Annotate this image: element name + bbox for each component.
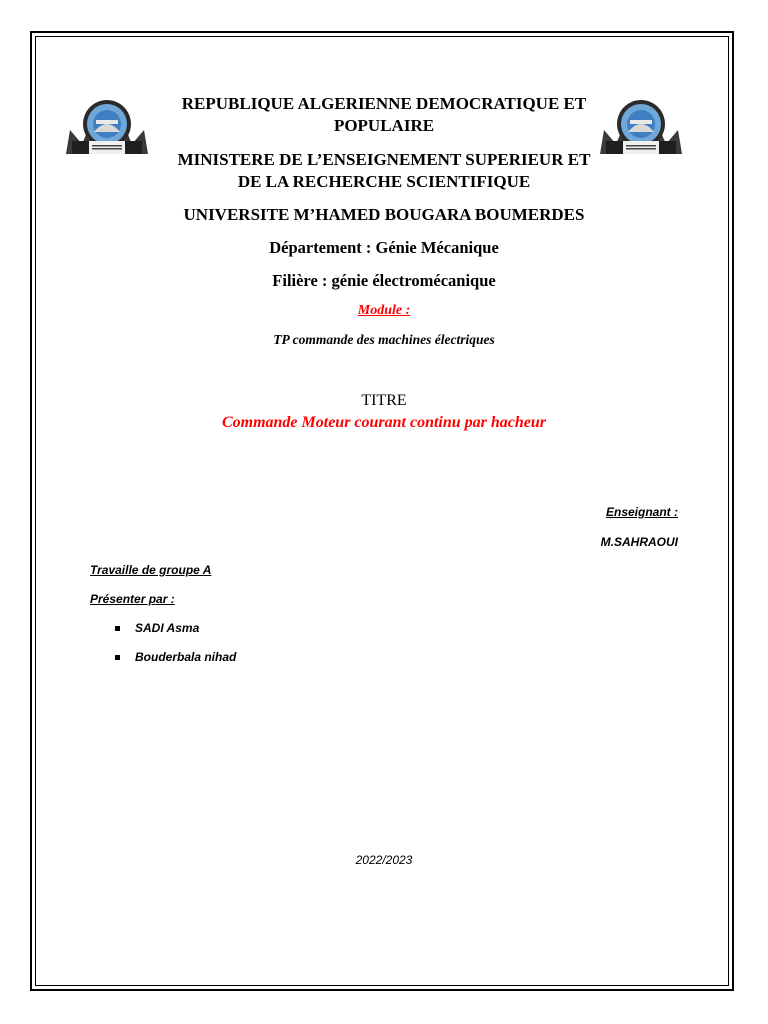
header-republic-line-2: POPULAIRE: [333, 116, 435, 135]
title-subject: Commande Moteur courant continu par hacheur: [221, 414, 547, 431]
bullet-icon: [115, 626, 120, 631]
teacher-name: M.SAHRAOUI: [600, 535, 678, 549]
module-label: Module :: [357, 303, 411, 318]
teacher-label: Enseignant :: [605, 505, 678, 519]
header-ministry-line-2: DE LA RECHERCHE SCIENTIFIQUE: [237, 172, 531, 191]
title-label: TITRE: [361, 392, 407, 409]
group-label: Travaille de groupe A: [90, 563, 212, 577]
header-department: Département : Génie Mécanique: [269, 238, 499, 257]
header-filiere: Filière : génie électromécanique: [272, 271, 496, 290]
header-university: UNIVERSITE M’HAMED BOUGARA BOUMERDES: [183, 205, 585, 224]
academic-year: 2022/2023: [355, 853, 413, 867]
header-ministry-line-1: MINISTERE DE L’ENSEIGNEMENT SUPERIEUR ET: [177, 150, 591, 169]
member-item: Bouderbala nihad: [135, 650, 237, 664]
bullet-icon: [115, 655, 120, 660]
member-item: SADI Asma: [135, 621, 200, 635]
presented-by-label: Présenter par :: [90, 592, 175, 606]
module-name: TP commande des machines électriques: [273, 332, 495, 347]
header-republic-line-1: REPUBLIQUE ALGERIENNE DEMOCRATIQUE ET: [181, 94, 587, 113]
